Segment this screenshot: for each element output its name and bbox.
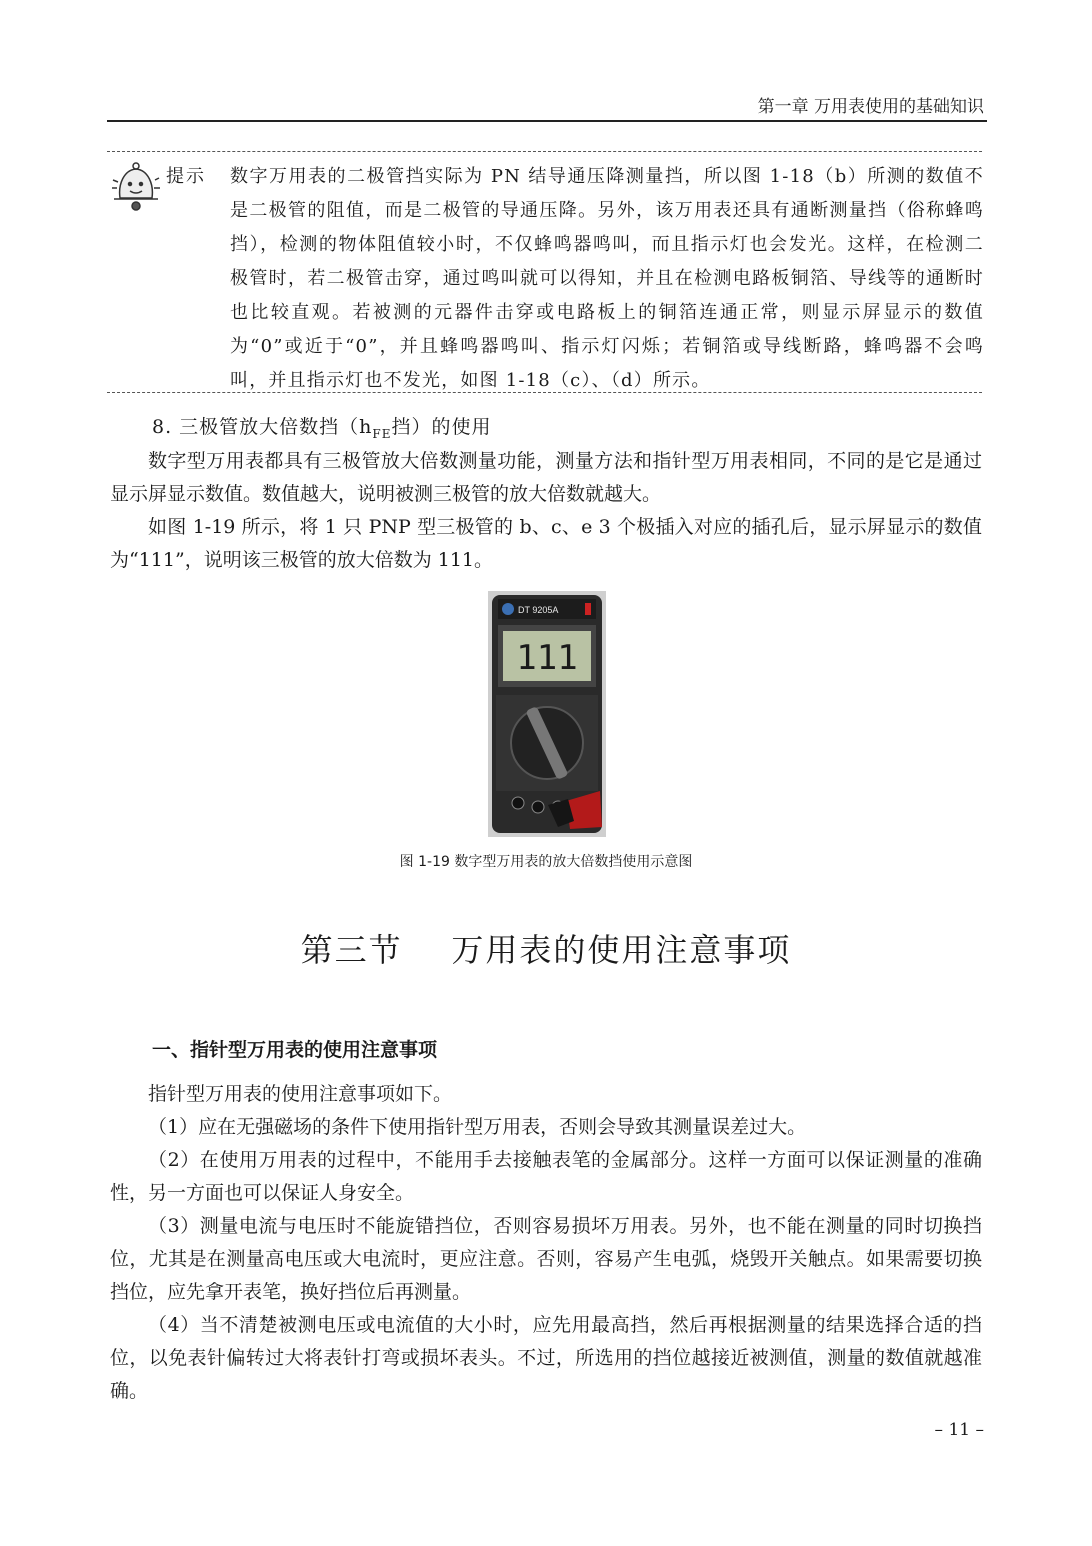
- tip-top-divider: [107, 151, 982, 152]
- header-rule: [107, 120, 987, 122]
- paragraph: （1）应在无强磁场的条件下使用指针型万用表，否则会导致其测量误差过大。: [148, 1116, 807, 1138]
- display-reading: 111: [516, 638, 578, 678]
- subsection-heading-suffix: 挡）的使用: [391, 416, 492, 438]
- part-heading: 一、指针型万用表的使用注意事项: [152, 1039, 438, 1061]
- paragraph: （3）测量电流与电压时不能旋错挡位，否则容易损坏万用表。另外，也不能在测量的同时切换挡位，尤其是在测量高电压或大电流时，更应注意。否则，容易产生电弧，烧毁开关触点。如果需要切换挡位，应先拿开表笔，换好挡位后再测量。: [110, 1215, 982, 1303]
- paragraph: （4）当不清楚被测电压或电流值的大小时，应先用最高挡，然后再根据测量的结果选择合适的挡位，以免表针偏转过大将表针打弯或损坏表头。不过，所选用的挡位越接近被测值，测量的数值就越准确。: [110, 1314, 982, 1402]
- tip-label: 提示: [166, 166, 206, 187]
- part-body: [110, 1078, 982, 1408]
- subsection-heading: [152, 412, 492, 441]
- page-number: – 11 –: [934, 1420, 984, 1440]
- figure-caption: 图 1-19 数字型万用表的放大倍数挡使用示意图: [399, 854, 693, 870]
- paragraph: 如图 1-19 所示，将 1 只 PNP 型三极管的 b、c、e 3 个极插入对应的插孔后，显示屏显示的数值为“111”，说明该三极管的放大倍数为 111。: [110, 516, 982, 571]
- tip-text: 数字万用表的二极管挡实际为 PN 结导通压降测量挡，所以图 1-18（b）所测的数值不是二极管的阻值，而是二极管的导通压降。另外，该万用表还具有通断测量挡（俗称蜂鸣挡），检测的物体阻值较小时，不仅蜂鸣器鸣叫，而且指示灯也会发光。这样，在检测二极管时，若二极管击穿，通过鸣叫就可以得知，并且在检测电路板铜箔、导线等的通断时也比较直观。若被测的元器件击穿或电路板上的铜箔连通正常，则显示屏显示的数值为“0”或近于“0”，并且蜂鸣器鸣叫、指示灯闪烁；若铜箔或导线断路，蜂鸣器不会鸣叫，并且指示灯也不发光，如图 1-18（c）、（d）所示。: [230, 166, 984, 391]
- subsection-body: [110, 445, 982, 577]
- running-header: 第一章 万用表使用的基础知识: [757, 97, 984, 117]
- bell-icon: [110, 160, 162, 216]
- paragraph: 指针型万用表的使用注意事项如下。: [148, 1083, 453, 1105]
- paragraph: 数字型万用表都具有三极管放大倍数测量功能，测量方法和指针型万用表相同，不同的是它是通过显示屏显示数值。数值越大，说明被测三极管的放大倍数就越大。: [110, 450, 982, 505]
- subsection-heading-prefix: 8. 三极管放大倍数挡（h: [152, 416, 373, 438]
- tip-bottom-divider: [107, 392, 982, 393]
- multimeter-photo: [488, 591, 606, 837]
- section-title: 第三节 万用表的使用注意事项: [300, 931, 792, 969]
- paragraph: （2）在使用万用表的过程中，不能用手去接触表笔的金属部分。这样一方面可以保证测量的准确性，另一方面也可以保证人身安全。: [110, 1149, 982, 1204]
- model-label: DT 9205A: [518, 605, 559, 615]
- subsection-heading-sub: FE: [372, 426, 392, 441]
